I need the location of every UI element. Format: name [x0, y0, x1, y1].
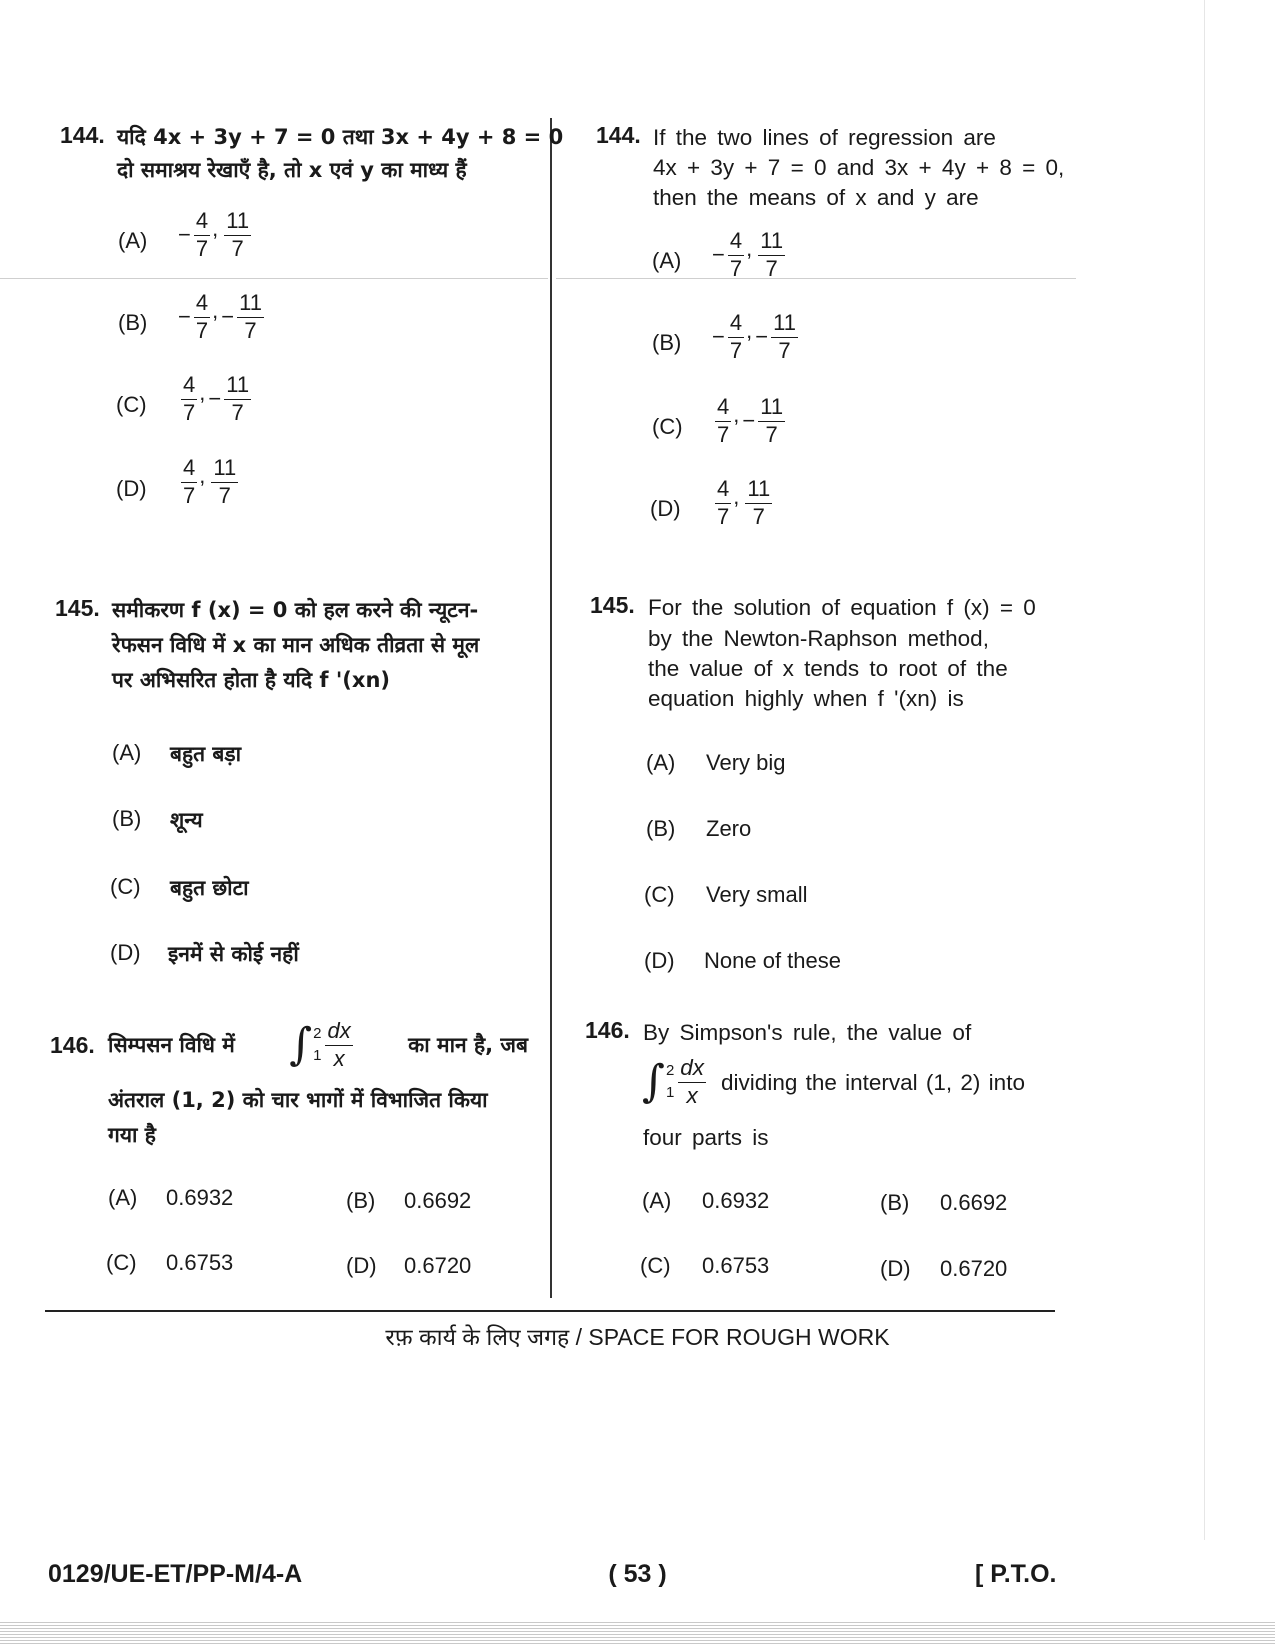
paper-code: 0129/UE-ET/PP-M/4-A: [48, 1560, 303, 1588]
option-letter: (D): [116, 476, 147, 501]
option-letter: (B): [112, 806, 142, 831]
question-number: 146.: [50, 1032, 95, 1058]
option-fraction-pair: − $\frac{4}{7}$ , $\frac{11}{7}$: [712, 228, 784, 281]
option-text: इनमें से कोई नहीं: [168, 942, 299, 966]
option-letter: (A): [118, 228, 148, 253]
question-text-line: then the means of x and y are: [653, 185, 979, 210]
fraction: $\frac{4}{7}$: [195, 208, 209, 261]
option-letter: (D): [650, 496, 681, 521]
question-text-line: For the solution of equation f (x) = 0: [648, 595, 1036, 620]
fraction: $\frac{11}{7}$: [226, 208, 250, 261]
question-text-line: the value of x tends to root of the: [648, 656, 1008, 681]
option-letter: (C): [116, 392, 147, 417]
question-text-line: रेफसन विधि में x का मान अधिक तीव्रता से मूल: [112, 633, 480, 657]
option-text: 0.6753: [166, 1250, 234, 1275]
option-text: 0.6692: [940, 1190, 1008, 1215]
question-text-line: पर अभिसरित होता है यदि f '(xn): [112, 668, 390, 692]
option-text: बहुत बड़ा: [170, 742, 242, 766]
option-letter: (D): [644, 948, 675, 973]
definite-integral: ∫ 2 1 $\frac{dx}{x}$: [642, 1055, 705, 1108]
option-letter: (C): [106, 1250, 137, 1275]
definite-integral: ∫ 2 1 $\frac{dx}{x}$: [289, 1018, 351, 1071]
question-text-line: equation highly when f '(xn) is: [648, 686, 964, 711]
rough-work-rule: [45, 1310, 1055, 1312]
option-text: शून्य: [170, 808, 203, 832]
question-text-line: By Simpson's rule, the value of: [643, 1020, 972, 1045]
option-text: Very big: [706, 750, 786, 775]
option-letter: (D): [880, 1256, 911, 1281]
bleed-through-rule: [556, 278, 1076, 279]
option-letter: (D): [346, 1253, 377, 1278]
option-letter: (B): [346, 1188, 376, 1213]
question-text-line: 4x + 3y + 7 = 0 and 3x + 4y + 8 = 0,: [653, 155, 1065, 180]
question-text-line: four parts is: [643, 1125, 769, 1150]
page-edge-shadow: [1204, 0, 1205, 1540]
option-text: 0.6753: [702, 1253, 770, 1278]
option-fraction-pair: − $\frac{4}{7}$ , $\frac{11}{7}$: [178, 208, 250, 261]
question-number: 145.: [55, 595, 100, 621]
question-number: 144.: [596, 122, 641, 148]
option-letter: (C): [640, 1253, 671, 1278]
option-fraction-pair: − $\frac{4}{7}$ , − $\frac{11}{7}$: [178, 290, 262, 343]
option-letter: (A): [108, 1185, 138, 1210]
option-letter: (A): [652, 248, 682, 273]
question-number: 146.: [585, 1017, 630, 1043]
page-number: ( 53 ): [608, 1560, 667, 1588]
option-letter: (B): [646, 816, 676, 841]
question-text-line: by the Newton-Raphson method,: [648, 626, 989, 651]
option-letter: (A): [112, 740, 142, 765]
option-letter: (B): [652, 330, 682, 355]
option-fraction-pair: $\frac{4}{7}$ , $\frac{11}{7}$: [717, 476, 771, 529]
question-text-line: दो समाश्रय रेखाएँ है, तो x एवं y का माध्य हैं: [117, 158, 467, 182]
fraction-sign: −: [178, 222, 191, 247]
question-number: 144.: [60, 122, 105, 148]
bleed-through-rule: [0, 278, 548, 279]
question-text-line: समीकरण f (x) = 0 को हल करने की न्यूटन-: [112, 598, 479, 622]
option-letter: (C): [110, 874, 141, 899]
option-fraction-pair: $\frac{4}{7}$ , − $\frac{11}{7}$: [717, 394, 784, 447]
option-text: 0.6720: [940, 1256, 1008, 1281]
option-text: None of these: [704, 948, 841, 973]
option-letter: (D): [110, 940, 141, 965]
please-turn-over: [ P.T.O.: [975, 1560, 1057, 1588]
question-text-line: यदि 4x + 3y + 7 = 0 तथा 3x + 4y + 8 = 0: [117, 125, 564, 149]
question-number: 145.: [590, 592, 635, 618]
option-text: 0.6932: [702, 1188, 770, 1213]
option-text: बहुत छोटा: [170, 876, 249, 900]
option-fraction-pair: $\frac{4}{7}$ , $\frac{11}{7}$: [183, 455, 237, 508]
option-fraction-pair: − $\frac{4}{7}$ , − $\frac{11}{7}$: [712, 310, 796, 363]
question-text-line: गया है: [108, 1123, 156, 1147]
scan-artifact-bands: [0, 1620, 1275, 1646]
question-text-line: सिम्पसन विधि में ∫ 2 1 $\frac{dx}{x}$ का मान है, जब: [108, 1018, 528, 1071]
rough-work-label: रफ़ कार्य के लिए जगह / SPACE FOR ROUGH WORK: [385, 1324, 890, 1350]
option-letter: (B): [880, 1190, 910, 1215]
option-letter: (A): [642, 1188, 672, 1213]
option-letter: (B): [118, 310, 148, 335]
option-text: 0.6692: [404, 1188, 472, 1213]
question-text-line: ∫ 2 1 $\frac{dx}{x}$ dividing the interval (1, 2) into: [642, 1055, 1025, 1108]
question-text-line: If the two lines of regression are: [653, 125, 996, 150]
option-letter: (A): [646, 750, 676, 775]
option-text: Very small: [706, 882, 808, 907]
question-text-line: अंतराल (1, 2) को चार भागों में विभाजित किया: [108, 1088, 488, 1112]
option-text: 0.6932: [166, 1185, 234, 1210]
option-text: 0.6720: [404, 1253, 472, 1278]
option-text: Zero: [706, 816, 752, 841]
option-letter: (C): [644, 882, 675, 907]
option-fraction-pair: $\frac{4}{7}$ , − $\frac{11}{7}$: [183, 372, 250, 425]
option-letter: (C): [652, 414, 683, 439]
column-divider: [550, 118, 552, 1298]
